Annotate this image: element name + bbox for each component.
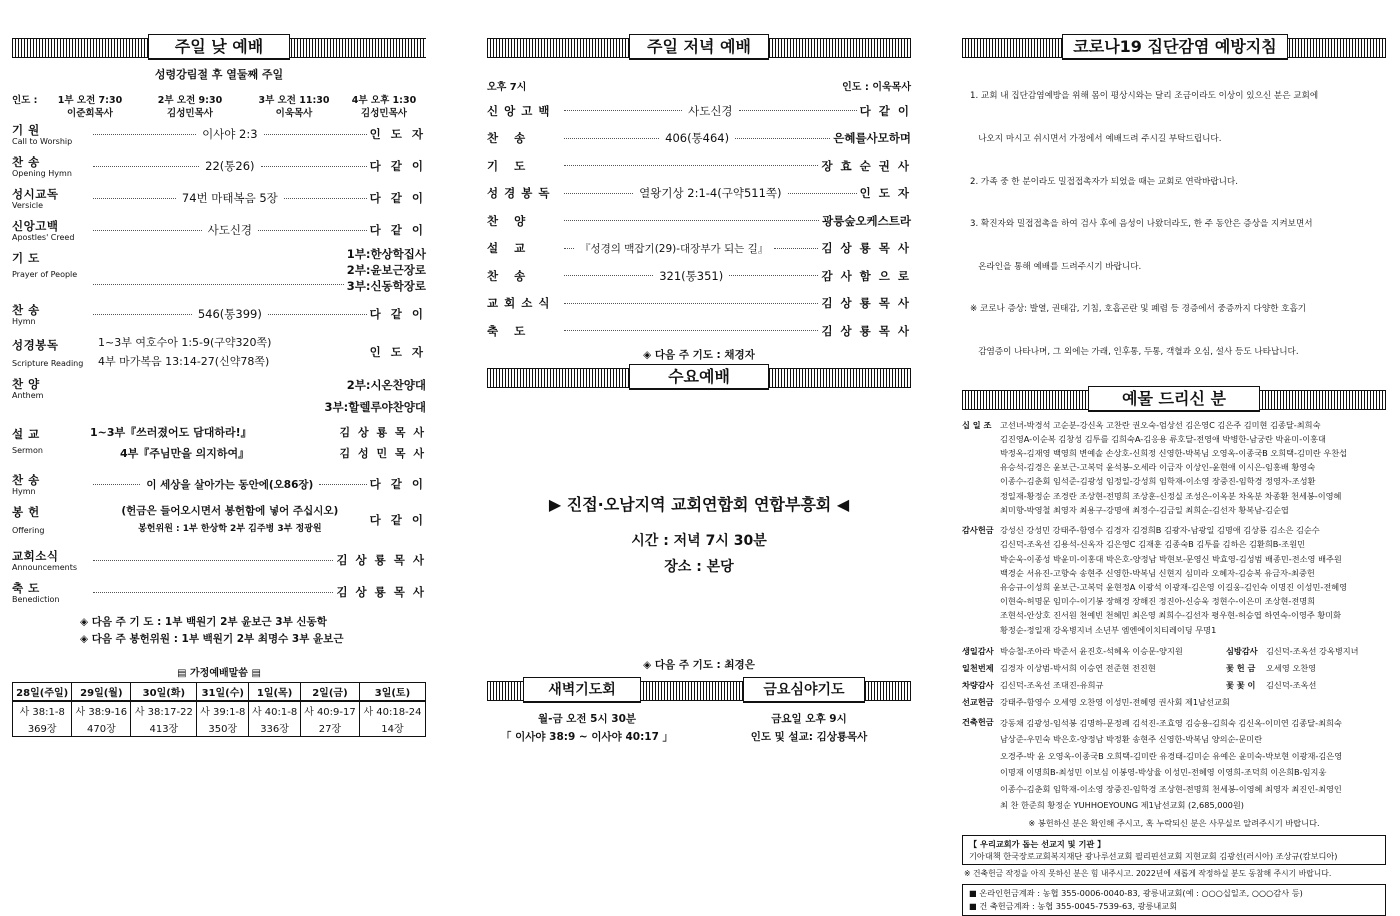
offer-label: 선교헌금 [962, 696, 994, 707]
misc-row [962, 643, 1386, 660]
table-header-row [13, 683, 426, 702]
dawn-text: 「 이사야 38:9 ~ 이사야 40:17 」 [500, 731, 674, 743]
notice-column [962, 34, 1386, 916]
mission-box [962, 835, 1386, 865]
offer-text: 김신덕-조옥선 강옥병지녀 [1266, 645, 1359, 656]
item-content: 406(통464) [665, 131, 730, 146]
item-sub: Anthem [12, 391, 44, 400]
item-sub: Versicle [12, 201, 43, 210]
account-online: ■ 온라인헌금계좌 : 농협 355-0006-0040-83, 광릉내교회(예 : ○○○십일조, ○○○감사 등) [969, 887, 1303, 898]
guideline-line: 3. 확진자와 밀접접촉을 하여 검사 후에 음성이 나왔더라도, 한 주 동안은 증상을 지켜보면서 [970, 219, 1313, 230]
misc-row [962, 660, 1386, 677]
prayer-line-3: 3부:신동학장로 [346, 279, 426, 293]
sermon-leader-1: 김 상 룡 목 사 [339, 426, 426, 439]
daily-title: ▤ 가정예배말씀 ▤ [177, 668, 261, 679]
item-label: 기 도 [487, 158, 532, 173]
building-notice: ※ 건축헌금 작정을 아직 못하신 분은 힘 내주시고. 2022년에 새롭게 작정하실 분도 동참해 주시기 바랍니다. [964, 868, 1332, 878]
item-label: 찬 송 [12, 155, 40, 169]
evening-item [487, 207, 911, 235]
order-item-scripture [12, 332, 426, 372]
offer-line: 강동채 김광성-임석봉 김명하-문정례 김석진-조효영 김승용-김희숙 김신옥-이미연 김종달-최희숙 [1000, 717, 1342, 728]
item-label: 성시교독 [12, 187, 59, 201]
wednesday-next-prayer: ◈ 다음 주 기도 : 최경은 [643, 659, 755, 671]
leaders-row [12, 90, 426, 118]
section-title: 예물 드리신 분 [1088, 386, 1260, 412]
offer-line: 최미향-박영철 최영자 최용구-강명애 최정수-김금일 최희순-김선자 황복남-김순엽 [1000, 504, 1289, 515]
offer-label: 꽃 꽃 이 [1226, 679, 1256, 690]
revival-title: ▶ 진접·오남지역 교회연합회 연합부흥회 ◀ [548, 495, 850, 514]
item-label: 찬 송 [487, 131, 532, 146]
item-label: 찬 양 [12, 377, 40, 391]
table-header: 29일(월) [72, 683, 131, 702]
misc-row [962, 694, 1386, 711]
item-sub: Prayer of People [12, 270, 78, 279]
table-cell: 사 39:1-8 [197, 701, 249, 719]
item-label: 성경봉독 [487, 186, 556, 201]
item-label: 축 도 [487, 323, 532, 338]
item-sub: Sermon [12, 446, 43, 455]
revival-place: 장소 : 본당 [664, 559, 734, 575]
evening-worship-column [487, 34, 912, 743]
anthem-line-1: 2부:시온찬양대 [346, 378, 426, 392]
dawn-time: 월-금 오전 5시 30분 [537, 713, 637, 725]
table-header: 31일(수) [197, 683, 249, 702]
table-cell: 336장 [249, 719, 301, 737]
section-title: 수요예배 [629, 364, 769, 390]
item-content: 321(통351) [659, 268, 724, 283]
offer-line: 백경순 서유진-고향숙 송현주 신영한-박복님 신현지 심미라 오혜자-김승복 유금자-최중헌 [1000, 567, 1315, 578]
item-sub: Offering [12, 526, 45, 535]
guideline-line: 온라인을 통해 예배를 드려주시기 바랍니다. [970, 261, 1142, 272]
offer-line: 이현숙-허명문 임미수-이기봉 장해경 장해진 정진아-신승욱 정현수-이은미 조상현-전명희 [1000, 596, 1316, 607]
offer-text: 김신덕-조옥선 조대진-유희규 [1000, 679, 1104, 690]
item-label: 축 도 [12, 581, 40, 595]
evening-meta [487, 78, 911, 93]
guideline-line: ※ 코로나 증상: 발열, 권태감, 기침, 호흡곤란 및 폐렴 등 경증에서 중증까지 다양한 호흡기 [970, 304, 1307, 315]
offer-line: 최 찬 한준희 황정순 YUHHOEYOUNG 제1남선교회 (2,685,000원) [1000, 800, 1244, 811]
friday-info [707, 710, 911, 746]
table-cell: 사 38:1-8 [13, 701, 72, 719]
order-item-hymn-open [12, 150, 426, 182]
offer-line: 이종수-김춘회 임석준-김광성 임정일-강성희 임학재-이소영 장중진-임학경 정영자-조성환 [1000, 476, 1316, 487]
offer-line: 이종수-김춘회 임학재-이소영 장중진-임학경 조상현-전명희 천세봉-이영혜 최영자 최진인-최영인 [1000, 783, 1342, 794]
table-header: 30일(화) [131, 683, 197, 702]
prayer-line-2: 2부:윤보근장로 [346, 263, 426, 277]
evening-time: 오후 7시 [487, 82, 527, 93]
offer-label: 심방감사 [1226, 645, 1258, 656]
sermon-line-2: 4부『주님만을 의지하여』 [120, 447, 250, 460]
item-leader: 김 상 룡 목 사 [821, 296, 911, 311]
item-label: 찬 송 [12, 303, 40, 317]
offer-label: 십 일 조 [962, 419, 992, 430]
table-cell: 사 38:17-22 [131, 701, 197, 719]
item-label: 기 도 [12, 251, 40, 265]
table-row [13, 701, 426, 719]
guideline-line: 감염증이 나타나며, 그 외에는 가래, 인후통, 두통, 객혈과 오심, 설사 등도 나타납니다. [970, 347, 1299, 358]
table-cell: 369장 [13, 719, 72, 737]
item-content: 이사야 2:3 [202, 127, 258, 141]
morning-worship-header [12, 34, 426, 60]
misc-offerings [962, 643, 1386, 711]
item-label: 신앙고백 [487, 103, 556, 118]
table-cell: 470장 [72, 719, 131, 737]
evening-item [487, 97, 911, 125]
offer-line: 강성신 강성민 강태주-함영수 김경자 김경희B 김광자-남광일 김명애 김상룡 김소은 김순수 [1000, 525, 1320, 536]
table-cell: 사 40:18-24 [359, 701, 425, 719]
account-building: ■ 건 축헌금계좌 : 농협 355-0045-7539-63, 광릉내교회 [969, 900, 1178, 911]
item-label: 설 교 [487, 241, 532, 256]
next-prayer: ◈ 다음 주 기 도 : 1부 백원기 2부 윤보근 3부 신동학 [80, 616, 327, 628]
evening-item [487, 125, 911, 153]
daily-reading-table [12, 682, 426, 737]
covid-guidelines [962, 61, 1386, 388]
table-cell: 사 40:1-8 [249, 701, 301, 719]
item-sub: Call to Worship [12, 137, 73, 146]
offer-label: 꽃 헌 금 [1226, 662, 1256, 673]
offer-line: 유승규-이성희 윤보근-고복덕 윤현정A 이광석 이광재-김은영 이길웅-김인숙 이명진 이성민-전혜영 [1000, 581, 1348, 592]
item-label: 기 원 [12, 123, 40, 137]
order-item-benediction [12, 576, 426, 608]
order-item-creed [12, 214, 426, 246]
table-cell: 사 38:9-16 [72, 701, 131, 719]
offer-line: 정일재-황정순 조경란 조상현-전명희 조상훈-신정실 조성은-이옥분 차옥분 차종환 천세봉-이영혜 [1000, 490, 1342, 501]
item-leader: 광릉숲오케스트라 [822, 213, 911, 228]
offer-line: 조현석-안상호 진서원 천예빈 천혜민 최은영 최희수-김선자 평우현-허승엽 하연숙-이영주 황미화 [1000, 610, 1342, 621]
covid-header [962, 34, 1386, 60]
order-item-prayer [12, 246, 426, 296]
guideline-line: 2. 가족 중 한 분이라도 밀접접촉자가 되었을 때는 교회로 연락바랍니다. [970, 176, 1238, 187]
building-list [962, 715, 1386, 814]
order-item-hymn-2 [12, 296, 426, 332]
table-cell: 350장 [197, 719, 249, 737]
order-item-versicle [12, 182, 426, 214]
dawn-title: 새벽기도회 [523, 677, 641, 703]
scripture-line-1: 1~3부 여호수아 1:5-9(구약320쪽) [98, 336, 272, 349]
friday-title: 금요심야기도 [743, 677, 865, 703]
item-content: 사도신경 [207, 223, 253, 237]
table-cell: 413장 [131, 719, 197, 737]
item-label: 찬 양 [487, 213, 532, 228]
next-week-notes [12, 614, 426, 648]
item-label: 봉 헌 [12, 505, 40, 519]
offer-text: 김신덕-조옥선 [1266, 679, 1317, 690]
item-leader: 김 상 룡 목 사 [336, 585, 426, 599]
order-item-sermon [12, 422, 426, 466]
leader-name-4: 김성민목사 [361, 108, 407, 119]
evening-item [487, 290, 911, 318]
evening-leader: 인도 : 이욱목사 [842, 82, 911, 93]
account-box [962, 884, 1386, 916]
table-header: 28일(주일) [13, 683, 72, 702]
table-cell: 27장 [300, 719, 359, 737]
offer-label: 감사헌금 [962, 525, 994, 536]
offer-line: 황정순-정일재 강옥병지녀 소년부 엠엔에이치티레이딩 무명1 [1000, 624, 1217, 635]
thanks-list [962, 523, 1386, 637]
mission-text: 기아대책 한국장로교회복지재단 광나루선교회 필리핀선교회 지현교회 김광선(러시아) 조상규(캄보디아) [969, 850, 1338, 861]
order-item-anthem [12, 372, 426, 422]
anthem-line-2: 3부:할렐루야찬양대 [324, 400, 426, 414]
offer-line: 김진영A-이순복 김창성 김투를 김희숙A-김응용 류호달-전영애 박병한-남궁란 박윤미-이홍대 [1000, 433, 1326, 444]
table-cell: 사 40:9-17 [300, 701, 359, 719]
section-title: 주일 낮 예배 [148, 34, 290, 60]
item-sub: Opening Hymn [12, 169, 72, 178]
evening-item [487, 180, 911, 208]
offer-label: 건축헌금 [962, 716, 994, 727]
misc-row [962, 677, 1386, 694]
item-leader: 다 같 이 [369, 513, 426, 527]
table-cell: 14장 [359, 719, 425, 737]
item-leader: 다 같 이 [369, 307, 427, 321]
item-leader: 인 도 자 [369, 127, 426, 141]
offer-text: 김경자 이상범-박서희 이승연 전준현 전진현 [1000, 662, 1156, 673]
item-leader: 인 도 자 [859, 186, 912, 201]
order-item-invocation [12, 118, 426, 150]
item-sub: Hymn [12, 317, 36, 326]
item-sub: Hymn [12, 487, 36, 496]
leader-label: 인도 : [12, 95, 38, 106]
item-leader: 다 같 이 [369, 223, 426, 237]
section-title: 코로나19 집단감염 예방지침 [1062, 34, 1288, 60]
item-sub: Announcements [12, 563, 78, 572]
offering-members: 봉헌위원 : 1부 한상학 2부 김주병 3부 정광원 [138, 524, 322, 534]
table-header: 1일(목) [249, 683, 301, 702]
item-label: 교회소식 [12, 549, 59, 563]
order-item-hymn-3 [12, 466, 426, 502]
leader-name-3: 이욱목사 [275, 108, 313, 119]
prayer-line-1: 1부:한상학집사 [346, 247, 426, 261]
offer-text: 오세영 오찬영 [1266, 662, 1317, 673]
table-header: 3일(토) [359, 683, 425, 702]
item-leader: 김 상 룡 목 사 [821, 241, 911, 256]
friday-time: 금요일 오후 9시 [771, 713, 847, 725]
sermon-line-1: 1~3부『쓰러졌어도 담대하라!』 [90, 426, 252, 439]
section-title: 주일 저녁 예배 [629, 34, 769, 60]
leader-time-2: 2부 오전 9:30 [157, 95, 223, 106]
scripture-line-2: 4부 마가복음 13:14-27(신약78쪽) [98, 355, 270, 368]
table-row [13, 719, 426, 737]
morning-worship-column [12, 34, 426, 737]
item-sub: Apostles' Creed [12, 233, 75, 242]
dawn-info [487, 710, 687, 746]
item-content: 22(통26) [205, 159, 255, 173]
item-leader: 장 효 순 권 사 [821, 158, 911, 173]
next-offering: ◈ 다음 주 봉헌위원 : 1부 백원기 2부 최명수 3부 윤보근 [80, 633, 344, 645]
evening-item [487, 152, 911, 180]
item-label: 찬 송 [487, 268, 532, 283]
item-leader: 인 도 자 [369, 345, 426, 359]
leader-time-4: 4부 오후 1:30 [351, 95, 417, 106]
offering-header [962, 386, 1386, 412]
item-label: 성경봉독 [12, 337, 59, 352]
offer-line: 김신덕-조옥선 김용석-신옥자 김은영C 김재훈 김종숙B 김투를 김하은 김환희B-조원민 [1000, 539, 1306, 550]
offering-note: (헌금은 들어오시면서 봉헌함에 넣어 주십시오) [121, 505, 339, 517]
subtitle: 성령강림절 후 열둘째 주일 [154, 68, 284, 81]
evening-item [487, 262, 911, 290]
leader-time-3: 3부 오전 11:30 [258, 95, 330, 106]
item-leader: 김 상 룡 목 사 [336, 553, 426, 567]
item-label: 찬 송 [12, 473, 40, 487]
offer-line: 오경주-박 윤 오영옥-이종국B 오희택-김미란 유경태-김미순 유예은 윤미숙-박보현 이광재-김은영 [1000, 750, 1343, 761]
offer-line: 이명재 이명희B-최성민 이보심 이봉영-박상율 이성민-전혜영 이영희-조덕희 이은희B-임지웅 [1000, 767, 1327, 778]
leader-name-2: 김성민목사 [167, 108, 213, 119]
guideline-line: 1. 교회 내 집단감염예방을 위해 몸이 평상시와는 달리 조금이라도 이상이 있으신 분은 교회에 [970, 91, 1319, 102]
dawn-friday-header [487, 677, 911, 703]
offer-text: 강태주-함영수 오세영 오찬영 이성민-전혜영 권사회 제1남선교회 [1000, 696, 1230, 707]
order-item-offering [12, 502, 426, 544]
item-content: 『성경의 맥잡기(29)-대장부가 되는 길』 [580, 242, 769, 255]
friday-leader: 인도 및 설교: 김상룡목사 [750, 731, 868, 743]
item-content: 이 세상을 살아가는 동안에(오86장) [146, 478, 314, 491]
offer-label: 생일감사 [962, 645, 994, 656]
item-label: 신앙고백 [12, 219, 59, 233]
evening-worship-header [487, 34, 911, 60]
offering-notice: ※ 봉헌하신 분은 확인해 주시고, 혹 누락되신 분은 사무실로 알려주시기 바랍니다. [1028, 817, 1320, 828]
item-label: 교회소식 [487, 296, 556, 311]
tithe-list [962, 418, 1386, 517]
offer-line: 남상준-우민숙 박은호-양정남 박정환 송현주 신영한-박복님 양의순-문미란 [1000, 734, 1263, 745]
item-sub: Scripture Reading [12, 358, 84, 368]
item-leader: 다 같 이 [369, 477, 427, 491]
item-content: 74번 마태복음 5장 [181, 191, 278, 205]
revival-time: 시간 : 저녁 7시 30분 [631, 533, 767, 549]
item-content: 사도신경 [688, 103, 733, 118]
offer-line: 박순욱-이종성 박윤미-이홍대 박은호-양정남 박현보-문영신 박효영-김성범 배종민-전소영 배주원 [1000, 553, 1342, 564]
item-content: 546(통399) [197, 307, 262, 321]
wednesday-header [487, 364, 911, 390]
evening-item [487, 317, 911, 345]
item-label: 설 교 [12, 427, 40, 441]
item-leader: 김 상 룡 목 사 [821, 323, 911, 338]
order-item-announcements [12, 544, 426, 576]
table-header: 2일(금) [300, 683, 359, 702]
offer-label: 차량감사 [962, 679, 994, 690]
offer-line: 고선녀-박경석 고순분-강신옥 고찬란 권오숙-엄상선 김은영C 김은주 김미현 김종달-최희숙 [1000, 419, 1321, 430]
mission-title: 【 우리교회가 돕는 선교지 및 기관 】 [969, 838, 1106, 849]
offer-line: 박정옥-김재영 백영희 변예솔 손상호-신희정 신영한-박복님 오영옥-이종국B 오희택-김미란 우찬섭 [1000, 448, 1348, 459]
item-content: 열왕기상 2:1-4(구약511쪽) [639, 186, 782, 201]
offer-label: 일천번제 [962, 662, 994, 673]
evening-item [487, 235, 911, 263]
leader-time-1: 1부 오전 7:30 [57, 95, 123, 106]
item-leader: 다 같 이 [369, 159, 427, 173]
sermon-leader-2: 김 성 민 목 사 [339, 447, 426, 460]
item-leader: 은혜를사모하며 [833, 131, 911, 146]
guideline-line: 나오지 마시고 쉬시면서 가정에서 예배드려 주시길 부탁드립니다. [970, 134, 1222, 145]
offer-text: 박승철-조아라 박준서 윤진호-석혜옥 이승문-양지원 [1000, 645, 1183, 656]
leader-name-1: 이준희목사 [67, 108, 113, 119]
item-leader: 다 같 이 [369, 191, 427, 205]
evening-next-prayer: ◈ 다음 주 기도 : 채경자 [643, 348, 755, 361]
item-leader: 다 같 이 [859, 103, 911, 118]
item-sub: Benediction [12, 595, 60, 604]
offer-line: 유승석-김경은 윤보근-고복덕 윤석봉-오세라 이금자 이상인-윤현애 이시은-임홍배 황영숙 [1000, 462, 1316, 473]
item-leader: 감 사 함 으 로 [821, 268, 912, 283]
